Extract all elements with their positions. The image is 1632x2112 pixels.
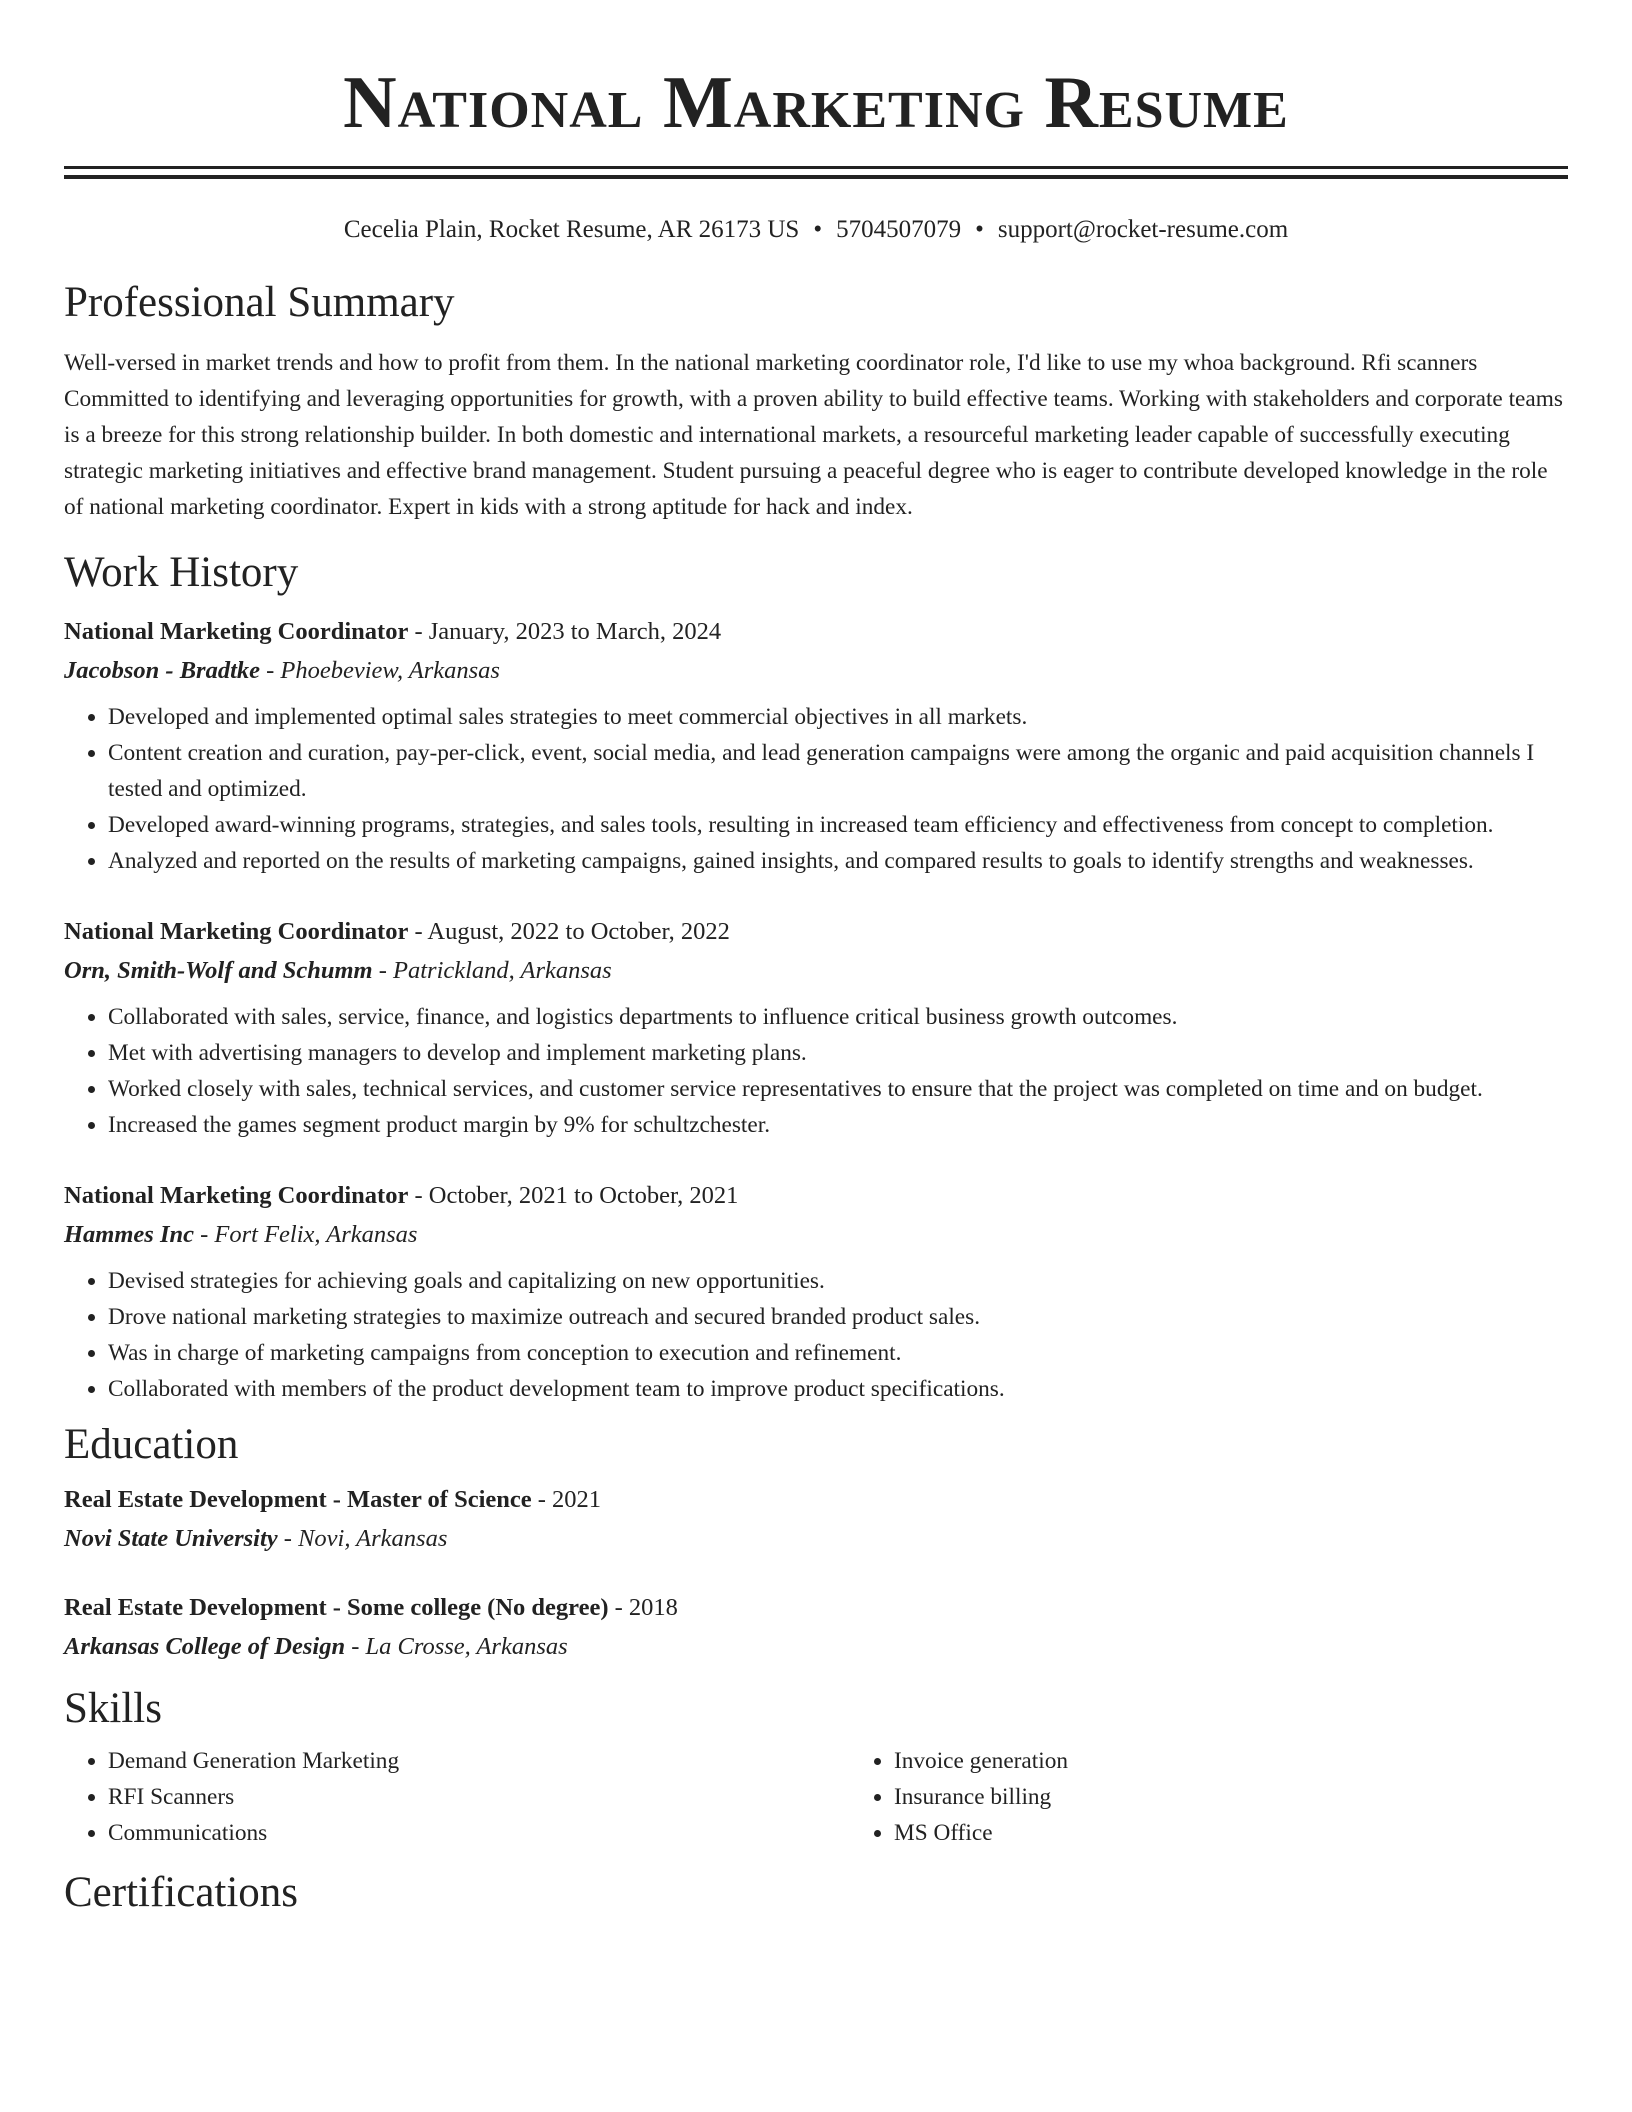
job-location: - Fort Felix, Arkansas [194, 1221, 418, 1248]
job-dates: - January, 2023 to March, 2024 [408, 618, 722, 645]
education-degree-line [64, 1589, 1568, 1627]
skills-list [64, 1743, 1568, 1851]
job-bullet: • Drove national marketing strategies to maximize outreach and secured branded product sales. [108, 1299, 1568, 1335]
education-year: - 2021 [531, 1486, 602, 1513]
job-title: National Marketing Coordinator [64, 918, 409, 945]
job-bullets [64, 699, 1568, 879]
job-entry [64, 613, 1568, 879]
education-school-line [64, 1627, 1568, 1667]
job-bullet: • Was in charge of marketing campaigns from conception to execution and refinement. [108, 1335, 1568, 1371]
job-title: National Marketing Coordinator [64, 1182, 409, 1209]
skills-heading: Skills [64, 1685, 162, 1732]
resume-page [64, 0, 1568, 1919]
job-bullet: • Collaborated with sales, service, finance, and logistics departments to influence critical business growth outcomes. [108, 999, 1568, 1035]
job-bullet: • Developed award-winning programs, strategies, and sales tools, resulting in increased team efficiency and effectiveness from concept to completion. [108, 807, 1568, 843]
resume-title: National Marketing Resume [343, 62, 1289, 144]
job-bullet: • Devised strategies for achieving goals and capitalizing on new opportunities. [108, 1263, 1568, 1299]
education-degree: Real Estate Development - Some college (No degree) [64, 1594, 609, 1621]
skill-item: • RFI Scanners [108, 1779, 850, 1815]
job-bullet: • Met with advertising managers to develop and implement marketing plans. [108, 1035, 1568, 1071]
skill-item: • Demand Generation Marketing [108, 1743, 850, 1779]
skill-item: • Communications [108, 1815, 850, 1851]
job-company: Hammes Inc [64, 1221, 194, 1248]
job-bullet: • Increased the games segment product margin by 9% for schultzchester. [108, 1107, 1568, 1143]
job-bullets [64, 999, 1568, 1143]
job-location: - Patrickland, Arkansas [372, 957, 612, 984]
job-dates: - October, 2021 to October, 2021 [408, 1182, 739, 1209]
title-rule-bottom [64, 175, 1568, 179]
summary-heading: Professional Summary [64, 279, 455, 326]
education-school: Arkansas College of Design [64, 1633, 346, 1660]
education-degree-line [64, 1481, 1568, 1519]
job-location: - Phoebeview, Arkansas [260, 657, 500, 684]
job-entry [64, 1177, 1568, 1407]
job-bullet: • Collaborated with members of the product development team to improve product specifications. [108, 1371, 1568, 1407]
contact-line [64, 213, 1568, 247]
title-rule-top [64, 166, 1568, 169]
certifications-heading: Certifications [64, 1869, 299, 1916]
education-degree: Real Estate Development - Master of Science [64, 1486, 532, 1513]
education-entry [64, 1589, 1568, 1667]
job-company-line [64, 1215, 1568, 1255]
work-history-heading: Work History [64, 549, 299, 596]
job-bullet: • Analyzed and reported on the results of marketing campaigns, gained insights, and compared results to goals to identify strengths and weaknesses. [108, 843, 1568, 879]
job-title-line [64, 1177, 1568, 1215]
job-company: Jacobson - Bradtke [64, 657, 260, 684]
job-bullets [64, 1263, 1568, 1407]
job-title-line [64, 913, 1568, 951]
summary-text: Well-versed in market trends and how to profit from them. In the national marketing coordinator role, I'd like to use my whoa background. Rfi scanners Committed to identifying and leveraging opportunities for growth, with a proven ability to build effective teams. Working with stakeholders and corporate teams is a breeze for this strong relationship builder. In both domestic and international markets, a resourceful marketing leader capable of successfully executing strategic marketing initiatives and effective brand management. Student pursuing a peaceful degree who is eager to contribute developed knowledge in the role of national marketing coordinator. Expert in kids with a strong aptitude for hack and index. [64, 350, 1563, 520]
skill-item: • MS Office [894, 1815, 1632, 1851]
education-location: - La Crosse, Arkansas [345, 1633, 568, 1660]
skill-item: • Insurance billing [894, 1779, 1632, 1815]
job-bullet: • Developed and implemented optimal sales strategies to meet commercial objectives in all markets. [108, 699, 1568, 735]
education-school-line [64, 1519, 1568, 1559]
education-school: Novi State University [64, 1525, 278, 1552]
contact-phone: 5704507079 [836, 216, 962, 243]
contact-address: Cecelia Plain, Rocket Resume, AR 26173 US [343, 216, 800, 243]
education-entry [64, 1481, 1568, 1559]
contact-separator: • [975, 216, 984, 243]
job-company-line [64, 651, 1568, 691]
job-company-line [64, 951, 1568, 991]
contact-separator: • [813, 216, 823, 243]
job-company: Orn, Smith-Wolf and Schumm [64, 957, 373, 984]
education-location: - Novi, Arkansas [277, 1525, 448, 1552]
job-title: National Marketing Coordinator [64, 618, 409, 645]
contact-email: support@rocket-resume.com [997, 216, 1289, 243]
job-entry [64, 913, 1568, 1143]
job-dates: - August, 2022 to October, 2022 [408, 918, 730, 945]
job-bullet: • Worked closely with sales, technical services, and customer service representatives to ensure that the project was completed on time and on budget. [108, 1071, 1568, 1107]
job-title-line [64, 613, 1568, 651]
education-year: - 2018 [608, 1594, 678, 1621]
education-heading: Education [64, 1421, 239, 1468]
skills-column-left [64, 1743, 850, 1851]
skills-column-right [850, 1743, 1632, 1851]
job-bullet: • Content creation and curation, pay-per-click, event, social media, and lead generation campaigns were among the organic and paid acquisition channels I tested and optimized. [108, 735, 1568, 807]
skill-item: • Invoice generation [894, 1743, 1632, 1779]
